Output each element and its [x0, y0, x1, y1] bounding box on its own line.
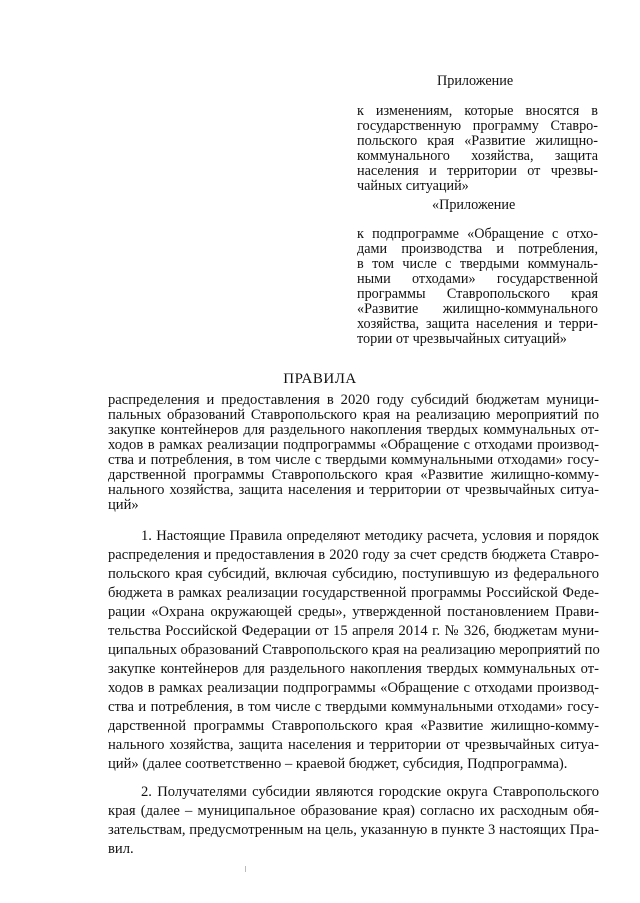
paragraph-line: ходов в рамках реализации подпрограммы «Обращение с отходами производ- [108, 680, 599, 696]
paragraph-line: ципальных образований Ставропольского края на реализацию мероприятий по [108, 642, 600, 658]
appendix-line: населения и территории от чрезвы- [357, 163, 598, 179]
subtitle-line: закупке контейнеров для раздельного накопления твердых коммунальных от- [108, 422, 599, 438]
paragraph-line: дарственной программы Ставропольского края «Развитие жилищно-комму- [108, 718, 599, 734]
subtitle-line: ций» [108, 497, 139, 513]
inner-appendix-line: в том числе с твердыми коммуналь- [357, 256, 598, 272]
inner-appendix-label: «Приложение [432, 197, 516, 213]
paragraph-line: закупке контейнеров для раздельного накопления твердых коммунальных от- [108, 661, 599, 677]
paragraph-line: нального хозяйства, защита населения и территории от чрезвычайных ситуа- [108, 737, 599, 753]
inner-appendix-line: ными отходами» государственной [357, 271, 598, 287]
subtitle-line: дарственной программы Ставропольского края «Развитие жилищно-комму- [108, 467, 599, 483]
inner-appendix-line: «Развитие жилищно-коммунального [357, 301, 598, 317]
paragraph-line: зательствам, предусмотренным на цель, указанную в пункте 3 настоящих Пра- [108, 822, 599, 838]
paragraph-line: польского края субсидий, включая субсидию, поступившую из федерального [108, 566, 599, 582]
paragraph-line: края (далее – муниципальное образование края) согласно их расходным обя- [108, 803, 599, 819]
paragraph-line: бюджета в рамках реализации государственной программы Российской Феде- [108, 585, 599, 601]
paragraph-line: ций» (далее соответственно – краевой бюджет, субсидия, Подпрограмма). [108, 756, 568, 772]
scan-speck [245, 866, 246, 872]
document-title: ПРАВИЛА [283, 371, 357, 387]
appendix-line: государственную программу Ставро- [357, 118, 598, 134]
inner-appendix-line: дами производства и потребления, [357, 241, 598, 257]
inner-appendix-line: хозяйства, защита населения и терри- [357, 316, 598, 332]
inner-appendix-line: программы Ставропольского края [357, 286, 598, 302]
appendix-line: чайных ситуаций» [357, 178, 469, 194]
subtitle-line: пальных образований Ставропольского края на реализацию мероприятий по [108, 407, 599, 423]
subtitle-line: распределения и предоставления в 2020 году субсидий бюджетам муници- [108, 392, 599, 408]
appendix-label: Приложение [437, 73, 514, 89]
subtitle-line: ходов в рамках реализации подпрограммы «Обращение с отходами производ- [108, 437, 599, 453]
paragraph-line: ства и потребления, в том числе с твердыми коммунальными отходами» госу- [108, 699, 599, 715]
paragraph-line: распределения и предоставления в 2020 году за счет средств бюджета Ставро- [108, 547, 599, 563]
subtitle-line: ства и потребления, в том числе с твердыми коммунальными отходами» госу- [108, 452, 599, 468]
paragraph-line: 1. Настоящие Правила определяют методику расчета, условия и порядок [141, 528, 599, 544]
appendix-line: к изменениям, которые вносятся в [357, 103, 598, 119]
paragraph-line: тельства Российской Федерации от 15 апреля 2014 г. № 326, бюджетам муни- [108, 623, 599, 639]
appendix-line: коммунального хозяйства, защита [357, 148, 598, 164]
inner-appendix-line: тории от чрезвычайных ситуаций» [357, 331, 567, 347]
paragraph-line: вил. [108, 841, 134, 857]
paragraph-line: рации «Охрана окружающей среды», утвержденной постановлением Прави- [108, 604, 599, 620]
inner-appendix-line: к подпрограмме «Обращение с отхо- [357, 226, 598, 242]
appendix-line: польского края «Развитие жилищно- [357, 133, 598, 149]
paragraph-line: 2. Получателями субсидии являются городские округа Ставропольского [141, 784, 599, 800]
subtitle-line: нального хозяйства, защита населения и территории от чрезвычайных ситуа- [108, 482, 599, 498]
